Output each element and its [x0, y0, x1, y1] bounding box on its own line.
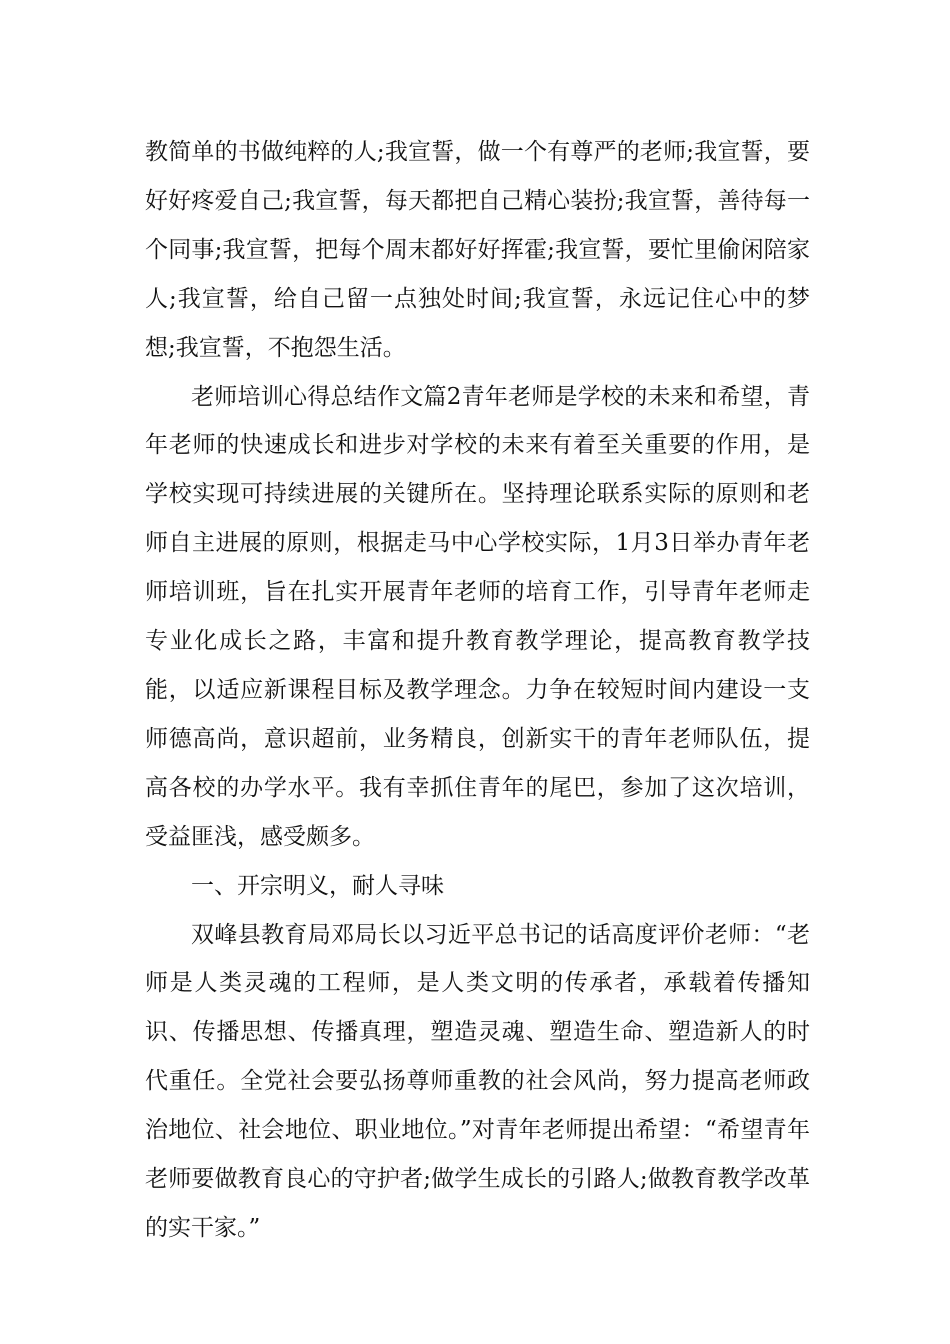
section-heading-1: 一、开宗明义，耐人寻味: [191, 872, 444, 899]
paragraph-training-intro: 老师培训心得总结作文篇2青年老师是学校的未来和希望，青年老师的快速成长和进步对学校的未来有着至关重要的作用，是学校实现可持续进展的关键所在。坚持理论联系实际的原则和老师自主进展的原则，根据走马中心学校实际，1月3日举办青年老师培训班，旨在扎实开展青年老师的培育工作，引导青年老师走专业化成长之路，丰富和提升教育教学理论，提高教育教学技能，以适应新课程目标及教学理念。力争在较短时间内建设一支师德高尚，意识超前，业务精良，创新实干的青年老师队伍，提高各校的办学水平。我有幸抓住青年的尾巴，参加了这次培训，受益匪浅，感受颇多。: [145, 383, 810, 850]
body-text: [145, 128, 810, 1253]
paragraph-director-speech: 双峰县教育局邓局长以习近平总书记的话高度评价老师：“老师是人类灵魂的工程师，是人类文明的传承者，承载着传播知识、传播思想、传播真理，塑造灵魂、塑造生命、塑造新人的时代重任。全党社会要弘扬尊师重教的社会风尚，努力提高老师政治地位、社会地位、职业地位。”对青年老师提出希望：“希望青年老师要做教育良心的守护者;做学生成长的引路人;做教育教学改革的实干家。”: [145, 921, 810, 1241]
paragraph-oath: 教简单的书做纯粹的人;我宣誓，做一个有尊严的老师;我宣誓，要好好疼爱自己;我宣誓，每天都把自己精心装扮;我宣誓，善待每一个同事;我宣誓，把每个周末都好好挥霍;我宣誓，要忙里偷闲陪家人;我宣誓，给自己留一点独处时间;我宣誓，永远记住心中的梦想;我宣誓，不抱怨生活。: [145, 139, 810, 361]
